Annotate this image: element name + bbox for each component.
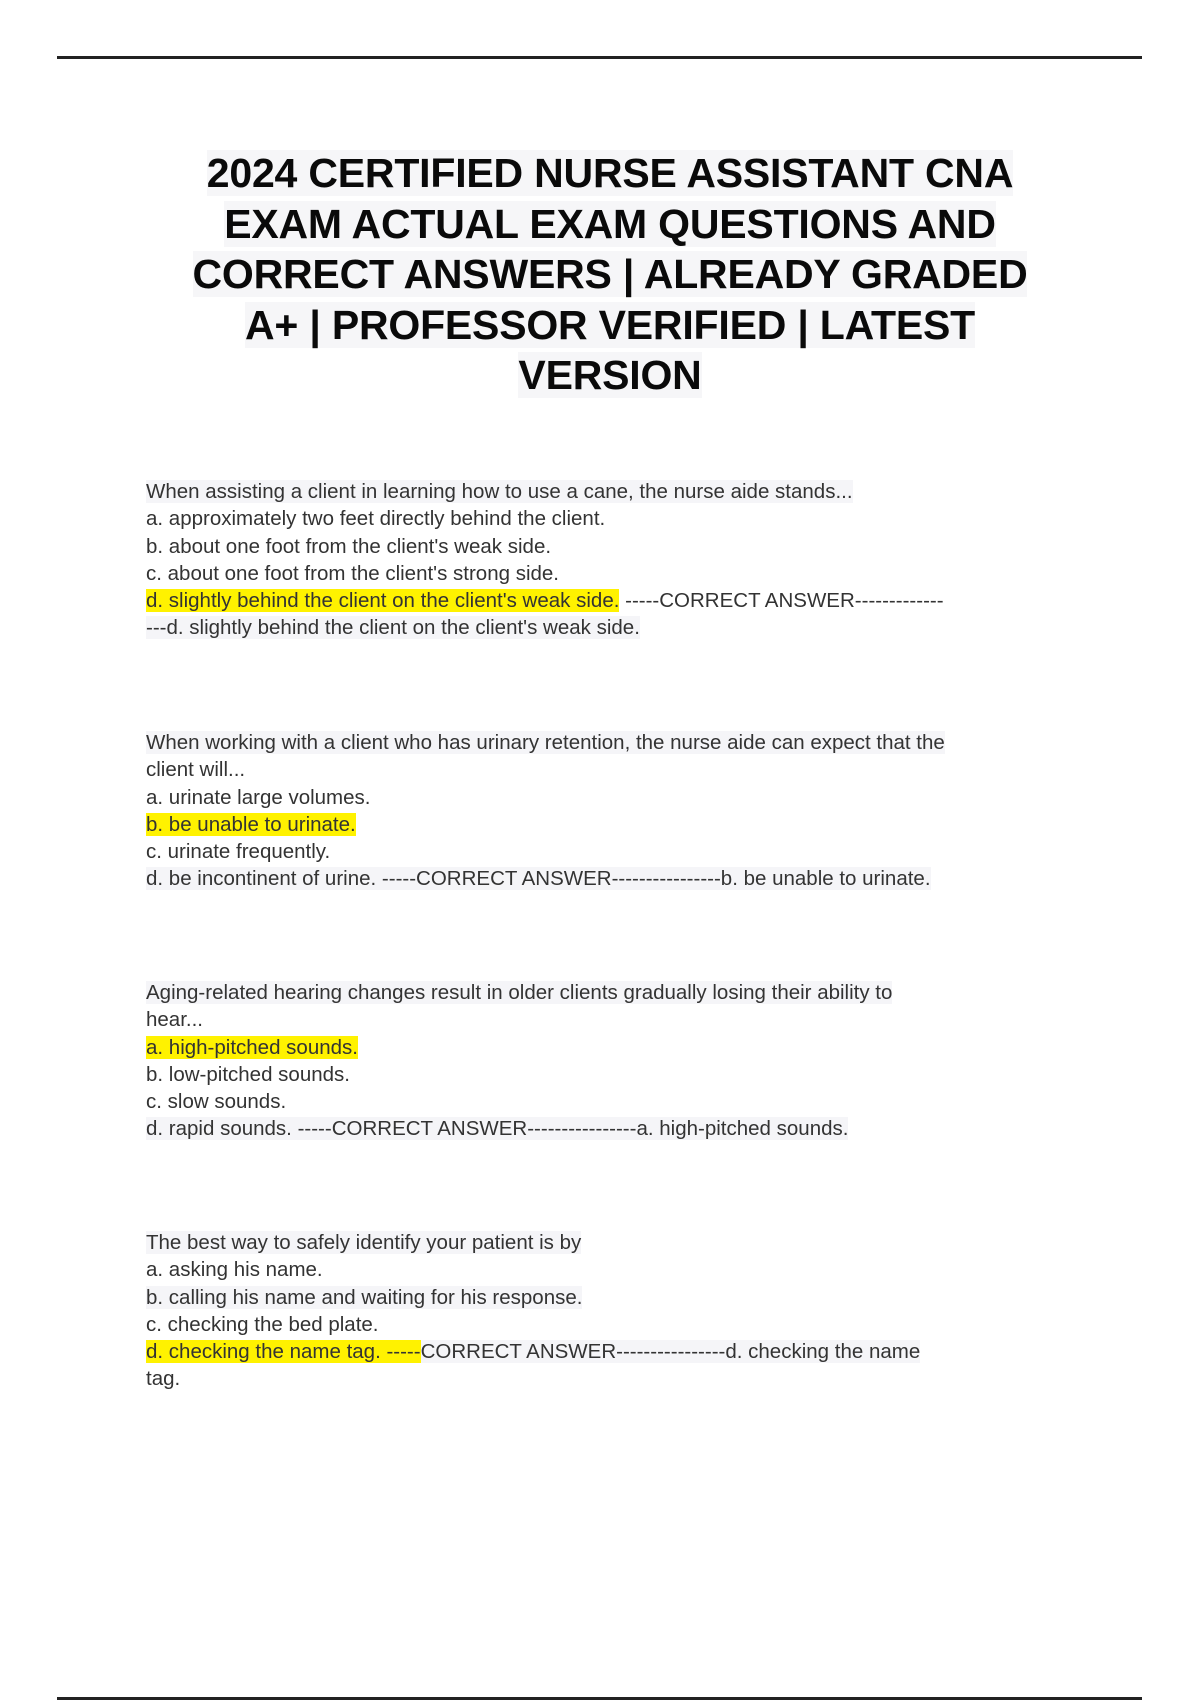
question-text-cont: client will... <box>146 758 246 782</box>
question-text: The best way to safely identify your patient is by <box>146 1231 582 1254</box>
option-a: a. urinate large volumes. <box>146 785 371 809</box>
question-block-4 <box>146 1229 1096 1393</box>
correct-answer-text: CORRECT ANSWER----------------d. checking the name <box>420 1340 921 1364</box>
question-block-2 <box>146 729 1096 893</box>
option-a: a. asking his name. <box>146 1258 323 1282</box>
title-line: CORRECT ANSWERS | ALREADY GRADED <box>192 251 1028 297</box>
option-d: d. be incontinent of urine. <box>146 867 377 891</box>
title-line: VERSION <box>518 352 702 398</box>
top-rule <box>57 56 1142 59</box>
question-text: Aging-related hearing changes result in older clients gradually losing their ability to <box>146 981 893 1004</box>
option-c: c. slow sounds. <box>146 1090 287 1114</box>
document-title <box>140 148 1080 401</box>
option-a-highlighted: a. high-pitched sounds. <box>146 1035 358 1059</box>
option-c: c. urinate frequently. <box>146 840 331 864</box>
option-d-highlighted: d. slightly behind the client on the client's weak side. <box>146 589 620 613</box>
correct-answer-separator: -----CORRECT ANSWER <box>619 589 855 613</box>
question-text-cont: hear... <box>146 1008 203 1032</box>
option-d-highlighted: d. checking the name tag. ----- <box>146 1340 421 1364</box>
correct-answer-wrap: tag. <box>146 1367 181 1391</box>
question-text: When working with a client who has urinary retention, the nurse aide can expect that the <box>146 731 945 754</box>
title-line: 2024 CERTIFIED NURSE ASSISTANT CNA <box>206 150 1014 196</box>
correct-answer-text: -----CORRECT ANSWER----------------a. high-pitched sounds. <box>291 1117 849 1141</box>
question-text: When assisting a client in learning how to use a cane, the nurse aide stands... <box>146 480 853 503</box>
title-line: A+ | PROFESSOR VERIFIED | LATEST <box>245 301 975 348</box>
question-block-3 <box>146 979 1096 1143</box>
option-b: b. low-pitched sounds. <box>146 1062 350 1086</box>
separator-dashes: ------------- <box>854 589 944 613</box>
correct-answer-text: ---d. slightly behind the client on the client's weak side. <box>146 616 640 640</box>
option-c: c. about one foot from the client's strong side. <box>146 561 560 585</box>
option-c: c. checking the bed plate. <box>146 1312 379 1336</box>
correct-answer-text: -----CORRECT ANSWER----------------b. be unable to urinate. <box>376 867 931 891</box>
option-b: b. calling his name and waiting for his response. <box>146 1285 583 1309</box>
title-line: EXAM ACTUAL EXAM QUESTIONS AND <box>224 200 996 247</box>
option-d: d. rapid sounds. <box>146 1117 292 1141</box>
option-a: a. approximately two feet directly behind the client. <box>146 507 606 531</box>
option-b: b. about one foot from the client's weak side. <box>146 534 552 558</box>
option-b-highlighted: b. be unable to urinate. <box>146 812 356 836</box>
question-block-1 <box>146 478 1096 642</box>
